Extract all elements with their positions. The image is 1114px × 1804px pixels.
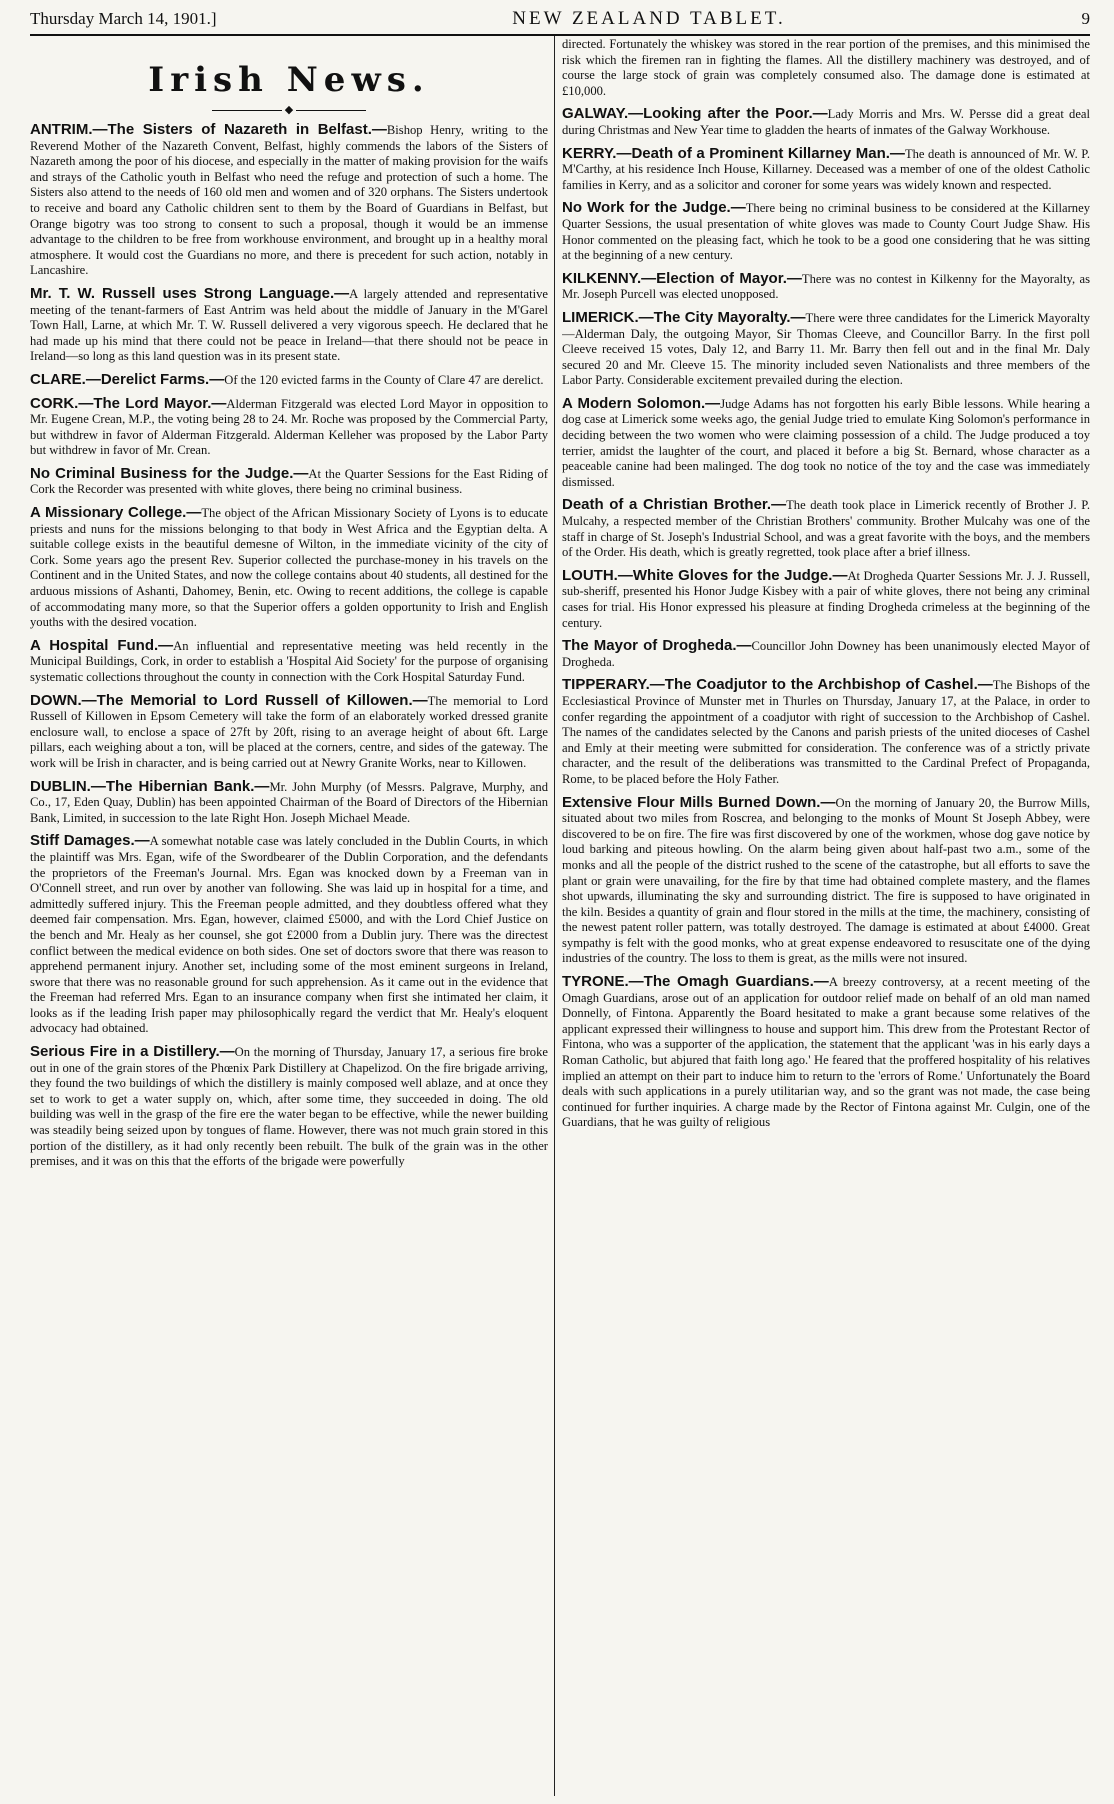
article-paragraph xyxy=(30,286,548,365)
article-heading: KERRY.—Death of a Prominent Killarney Man.— xyxy=(562,144,905,162)
article-body: directed. Fortunately the whiskey was stored in the rear portion of the premises, and this minimised the risk which the firemen ran in fighting the flames. All the distillery machinery was destroyed, and of course the large stock of grain was completely consumed also. The damage done is estimated at £10,000. xyxy=(562,37,1090,98)
article-body: There being no criminal business to be considered at the Killarney Quarter Sessions, the usual presentation of white gloves was made to County Court Judge Shaw. His Honor commented on the pleasing fact, which he took to be a good one considering that he was sitting at the beginning of a new century. xyxy=(562,201,1090,263)
article-heading: TYRONE.—The Omagh Guardians.— xyxy=(562,973,829,991)
article-heading: DOWN.—The Memorial to Lord Russell of Killowen.— xyxy=(30,691,428,709)
article-heading: The Mayor of Drogheda.— xyxy=(562,637,752,655)
article-heading: A Modern Solomon.— xyxy=(562,394,721,412)
article-heading: ANTRIM.—The Sisters of Nazareth in Belfast.— xyxy=(30,121,387,138)
article-body: There was no contest in Kilkenny for the Mayoralty, as Mr. Joseph Purcell was elected unopposed. xyxy=(562,271,1090,302)
article-heading: DUBLIN.—The Hibernian Bank.— xyxy=(30,777,270,795)
article-paragraph xyxy=(562,677,1090,787)
article-body: Mr. John Murphy (of Messrs. Palgrave, Murphy, and Co., 17, Eden Quay, Dublin) has been appointed Chairman of the Board of Directors of the Hibernian Bank, Limited, in succession to the late Right Hon. Joseph Michael Meade. xyxy=(30,779,548,825)
article-heading: Extensive Flour Mills Burned Down.— xyxy=(562,793,836,811)
article-paragraph xyxy=(30,396,548,459)
article-paragraph xyxy=(30,372,548,389)
article-paragraph xyxy=(562,200,1090,263)
article-body: The Bishops of the Ecclesiastical Province of Munster met in Thurles on Thursday, January 17, at the Palace, in order to confer regarding the appointment of a coadjutor with right of succession to the Archbishop of Cashel. The names of the candidates selected by the Canons and parish priests of the united dioceses of Cashel and Emly at their meeting were submitted for consideration. The conference was of a strictly private character, and the result of the deliberations was transmitted to the Cardinal Prefect of Propaganda, Rome, to be placed before the Holy Father. xyxy=(562,678,1090,786)
article-paragraph xyxy=(562,974,1090,1131)
article-body: On the morning of Thursday, January 17, a serious fire broke out in one of the grain stores of the Phœnix Park Distillery at Chapelizod. On the fire brigade arriving, they found the two buildings of which the distillery is mainly composed well ablaze, and at once they set to work to get a water supply on, which, after some time, they succeeded in doing. The old building was well in the grasp of the fire ere the water began to be effective, while the newer building was steadily being seized upon by tongues of flame. However, there was not much grain stored in this portion of the distillery, as it had only recently been rebuilt. The bulk of the grain was in the other premises, and it was on this that the efforts of the brigade were powerfully xyxy=(30,1045,548,1169)
article-body: At Drogheda Quarter Sessions Mr. J. J. Russell, sub-sheriff, presented his Honor Judge Kisbey with a pair of white gloves, there not being any criminal cases for trial. His Honor expressed his pleasure at finding Drogheda crimeless at the beginning of the century. xyxy=(562,568,1090,630)
article-heading: Serious Fire in a Distillery.— xyxy=(30,1043,235,1061)
left-column xyxy=(30,36,548,1796)
section-masthead: Irish News. xyxy=(148,60,430,100)
article-body: Of the 120 evicted farms in the County of Clare 47 are derelict. xyxy=(224,372,544,387)
article-body: The death took place in Limerick recently of Brother J. P. Mulcahy, a respected member of the Christian Brothers' community. Brother Mulcahy was one of the staff in charge of St. Joseph's Industrial School, and was a great favorite with the boys, and the members of the Order. His death, which is greatly regretted, took place after a brief illness. xyxy=(562,498,1090,560)
article-heading: KILKENNY.—Election of Mayor.— xyxy=(562,269,802,287)
article-body: An influential and representative meeting was held recently in the Municipal Buildings, Cork, in order to establish a 'Hospital Aid Society' for the purpose of organising systematic collections throughout the county in connection with the Cork Hospital Saturday Fund. xyxy=(30,638,548,684)
article-body: The death is announced of Mr. W. P. M'Carthy, at his residence Inch House, Killarney. Deceased was a member of one of the oldest Catholic families in Kerry, and as a solicitor and coroner for some years was widely known and respected. xyxy=(562,146,1090,192)
article-paragraph xyxy=(562,106,1090,138)
page-header xyxy=(30,4,1090,36)
article-heading: LIMERICK.—The City Mayoralty.— xyxy=(562,308,806,326)
article-paragraph xyxy=(30,779,548,827)
article-paragraph xyxy=(562,568,1090,631)
right-column xyxy=(562,36,1090,1796)
page-number: 9 xyxy=(1081,9,1090,28)
issue-date: Thursday March 14, 1901.] xyxy=(30,9,217,28)
article-body: Alderman Fitzgerald was elected Lord Mayor in opposition to Mr. Eugene Crean, M.P., the voting being 28 to 24. Mr. Roche was proposed by the Commercial Party, but withdrew in favor of Alderman Fitzgerald. Alderman Kelleher was proposed by the Labor Party but withdrew in favor of Mr. Crean. xyxy=(30,396,548,458)
article-body: On the morning of January 20, the Burrow Mills, situated about two miles from Roscrea, and belonging to the monks of Mount St Joseph Abbey, were discovered to be on fire. The fire was first discovered by one of the workmen, whose dog gave notice by loud barking and piteous howling. On the alarm being given about half-past two a.m., some of the monks and all the people of the district rushed to the scene of the catastrophe, but all efforts to save the plant or grain were unavailing, for the fire by that time had obtained complete mastery, and the flames shot upwards, illuminating the sky and surrounding district. The fire is supposed to have originated in the kiln. Besides a quantity of grain and flour stored in the mills at the time, the machinery, consisting of the newest patent roller pattern, was totally destroyed. The damage is estimated at about £4000. Great sympathy is felt with the good monks, who at great expense endeavored to resuscitate one of the dying industries of the country. The loss to them is great, as the mills were not insured. xyxy=(562,795,1090,966)
article-heading: Stiff Damages.— xyxy=(30,832,150,850)
article-heading: CLARE.—Derelict Farms.— xyxy=(30,370,225,388)
article-paragraph xyxy=(30,1044,548,1170)
article-heading: Death of a Christian Brother.— xyxy=(562,496,787,514)
article-heading: CORK.—The Lord Mayor.— xyxy=(30,394,227,412)
column-rule xyxy=(554,36,555,1796)
article-body: Judge Adams has not forgotten his early Bible lessons. While hearing a dog case at Limerick some weeks ago, the genial Judge tried to emulate King Solomon's performance in deciding between the two women who were claiming possession of a child. The Judge produced a toy terrier, amidst the laughter of the court, and placed it before a big St. Bernard, whose character as a peaceable canine had been malinged. The dog took no notice of the toy and the case was immediately dismissed. xyxy=(562,396,1090,489)
article-heading: No Criminal Business for the Judge.— xyxy=(30,464,309,482)
article-body: A largely attended and representative meeting of the tenant-farmers of East Antrim was held about the middle of January in the M'Garel Town Hall, Larne, at which Mr. T. W. Russell delivered a very vigorous speech. He declared that he had made up his mind that there could not be peace in Ireland—that there should not be peace in Ireland—so long as this land question was in its present state. xyxy=(30,286,548,364)
article-heading: No Work for the Judge.— xyxy=(562,199,746,217)
article-paragraph xyxy=(562,146,1090,194)
article-paragraph xyxy=(30,638,548,686)
article-body: At the Quarter Sessions for the East Riding of Cork the Recorder was presented with white gloves, there being no criminal business. xyxy=(30,466,548,497)
article-paragraph xyxy=(30,466,548,498)
article-paragraph xyxy=(30,122,548,279)
article-paragraph xyxy=(562,497,1090,560)
newspaper-title: NEW ZEALAND TABLET. xyxy=(512,8,786,29)
article-body: The object of the African Missionary Society of Lyons is to educate priests and nuns for the missions belonging to that body in West Africa and the Egyptian delta. A suitable college exists in the beautiful demesne of Wilton, in the immediate vicinity of the city of Cork. Some years ago the present Rev. Superior collected the purchase-money in his travels on the Continent and in the United States, and now the college contains about 40 students, all destined for the arduous missions of Ashanti, Dahomey, Benin, etc. Owing to recent additions, the college is capable of accommodating many more, so that the Superior offers a golden opportunity to Irish and English youths with the desired vocation. xyxy=(30,506,548,630)
article-body: Lady Morris and Mrs. W. Persse did a great deal during Christmas and New Year time to gladden the hearts of inmates of the Galway Workhouse. xyxy=(562,107,1090,137)
article-paragraph xyxy=(30,833,548,1037)
article-heading: LOUTH.—White Gloves for the Judge.— xyxy=(562,566,848,584)
article-paragraph xyxy=(562,36,1090,99)
article-heading: A Missionary College.— xyxy=(30,504,202,522)
article-body: A breezy controversy, at a recent meeting of the Omagh Guardians, arose out of an application for outdoor relief made on behalf of an old man named Donnelly, of Fintona. Apparently the Board hesitated to make a grant because some relatives of the applicant expressed their willingness to house and support him. This drew from the Protestant Rector of Fintona, who was a supporter of the application, the statement that the applicant 'was in his early days a Roman Catholic, but abjured that faith long ago.' He feared that the proffered hospitality of his relatives implied an attempt on their part to induce him to return to the 'errors of Rome.' Unfortunately the Board deals with such applications in a purely utilitarian way, and so the grant was not made, the case being continued for further inquiries. A charge made by the Rector of Fintona against Mr. Culgin, one of the Guardians, that he was guilty of religious xyxy=(562,975,1090,1130)
article-heading: TIPPERARY.—The Coadjutor to the Archbishop of Cashel.— xyxy=(562,676,993,694)
article-paragraph xyxy=(562,310,1090,389)
article-body: There were three candidates for the Limerick Mayoralty—Alderman Daly, the outgoing Mayor, Sir Thomas Cleeve, and Councillor Barry. In the first poll Cleeve received 15 votes, Daly 12, and Barry 11. Mr. Barry then fell out and in the final Mr. Daly secured 20 and Mr. Cleeve 15. The minority included seven Nationalists and three members of the Labor Party. Considerable excitement prevailed during the election. xyxy=(562,310,1090,388)
article-heading: A Hospital Fund.— xyxy=(30,636,174,654)
article-paragraph xyxy=(562,638,1090,670)
article-paragraph xyxy=(562,271,1090,303)
article-heading: Mr. T. W. Russell uses Strong Language.— xyxy=(30,284,350,302)
article-body: A somewhat notable case was lately concluded in the Dublin Courts, in which the plaintiff was Mrs. Egan, wife of the Swordbearer of the Dublin Corporation, and the defendants the proprietors of the Freeman's Journal. Mrs. Egan was knocked down by a Freeman van in O'Connell street, and run over by another van following. She was laid up in hospital for a time, and admittedly suffered injury. This the Freeman people admitted, and they doubtless offered what they deemed fair compensation. Mrs. Egan, however, claimed £5000, and with the Lord Chief Justice on the bench and Mr. Healy as her counsel, she got £2000 from a Dublin jury. There was the directest conflict between the medical evidence on both sides. One set of doctors swore that there was reason to apprehend permanent injury. Another set, including some of the most eminent surgeons in Ireland, swore that there was no reasonable ground for such apprehension. As it came out in the evidence that the Freeman had referred Mrs. Egan to an insurance company when first she intimated her claim, it looks as if the leading Irish paper may philosophically regard the verdict that Mr. Healy's eloquent advocacy had obtained. xyxy=(30,834,548,1036)
article-paragraph xyxy=(562,795,1090,968)
article-body: Councillor John Downey has been unanimously elected Mayor of Drogheda. xyxy=(562,639,1090,669)
article-paragraph xyxy=(30,505,548,631)
ornament-divider: ◆ xyxy=(30,104,548,116)
article-paragraph xyxy=(30,693,548,772)
article-paragraph xyxy=(562,396,1090,491)
article-body: Bishop Henry, writing to the Reverend Mother of the Nazareth Convent, Belfast, highly commends the labors of the Sisters of Nazareth among the poor of his diocese, and especially in the matter of making provision for the waifs and strays of the Catholic youth in Belfast who need the refuge and protection of such a home. The Sisters also attend to the needs of 160 old men and women and of 320 orphans. The Sisters undertook to receive and board any Catholic children sent to them by the Board of Guardians in Belfast, but Orange bigotry was too strong to consent to such a proposal, though it would be an immense advantage to the children to be free from workhouse environment, and brought up in a healthy moral atmosphere. It would cost the Guardians no more, and there is precedent for such action, notably in Lancashire. xyxy=(30,123,548,278)
article-body: The memorial to Lord Russell of Killowen in Epsom Cemetery will take the form of an elaborately worked dressed granite enclosure wall, to enclose a space of 27ft by 20ft, rising to an average height of about 6ft. Large pillars, each weighing about a ton, will be placed at the corners, centre, and sides of the gateway. The work will be Irish in character, and is being carried out at Newry Granite Works, near to Killowen. xyxy=(30,693,548,770)
article-heading: GALWAY.—Looking after the Poor.— xyxy=(562,105,828,123)
